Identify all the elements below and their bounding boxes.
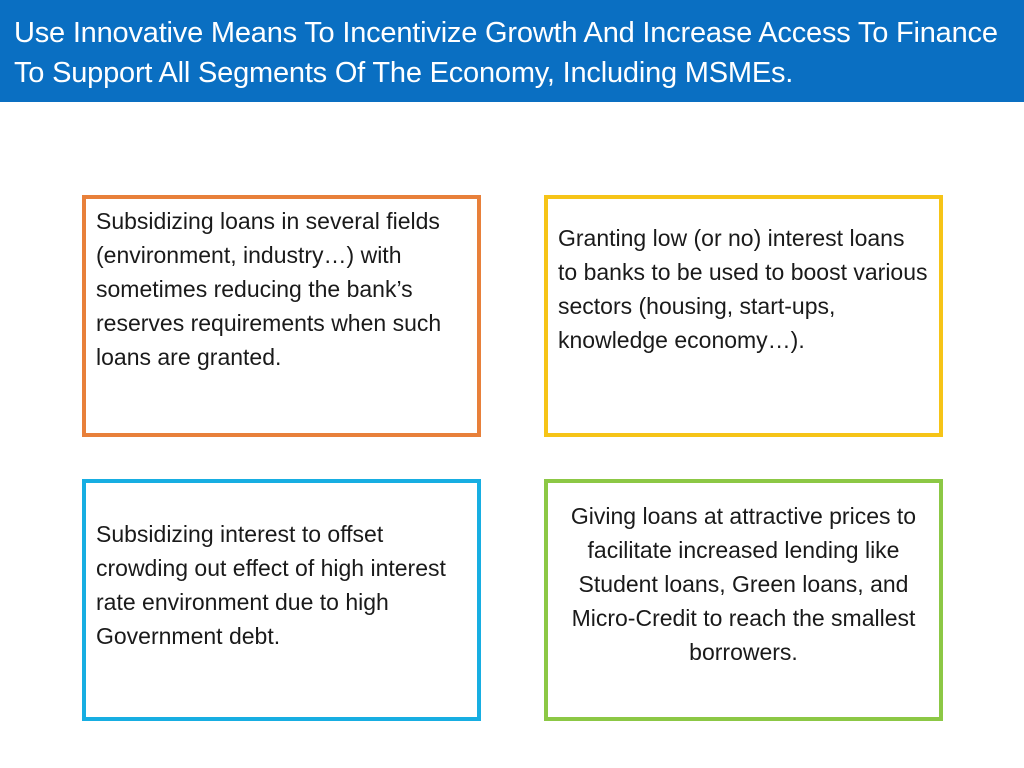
card-subsidizing-interest [82, 479, 481, 721]
card-subsidizing-loans [82, 195, 481, 437]
card-text: Subsidizing loans in several fields (environment, industry…) with sometimes reducing the bank’s reserves requirements when such loans are granted. [96, 208, 442, 370]
card-text: Granting low (or no) interest loans to banks to be used to boost various sectors (housing, start-ups, knowledge economy…). [558, 225, 928, 353]
card-text: Giving loans at attractive prices to facilitate increased lending like Student loans, Green loans, and Micro-Credit to reach the smallest borrowers. [570, 503, 917, 665]
slide-title: Use Innovative Means To Incentivize Growth And Increase Access To Finance To Support All Segments Of The Economy, Including MSMEs. [14, 17, 998, 89]
card-attractive-loans [544, 479, 943, 721]
card-low-interest-loans [544, 195, 943, 437]
title-bar [0, 0, 1024, 102]
card-text: Subsidizing interest to offset crowding out effect of high interest rate environment due to high Government debt. [96, 521, 446, 649]
